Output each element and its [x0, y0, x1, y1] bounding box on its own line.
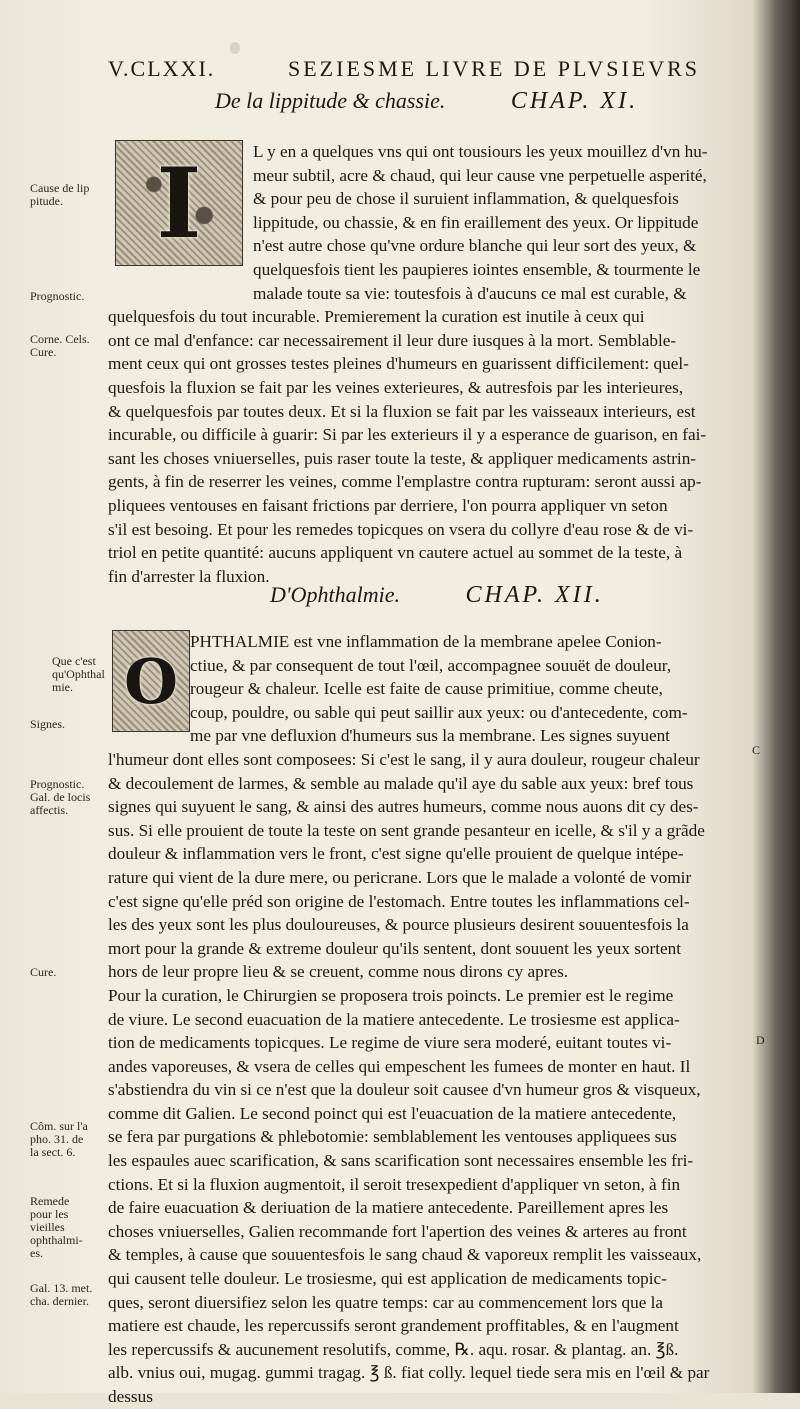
text-line: rougeur & chaleur. Icelle est faite de cause primitiue, comme cheute, [190, 679, 663, 699]
margin-note-cause: Cause de lip pitude. [30, 181, 90, 208]
text-line: & decoulement de larmes, & semble au malade qu'il aye du sable aux yeux: bref tous [108, 773, 694, 793]
text-line: & quelquesfois par toutes deux. Et si la fluxion se fait par les vaisseaux interieurs, est [108, 401, 696, 421]
margin-note-signs: Signes. [30, 717, 66, 731]
text-line: hors de leur propre lieu & se creuent, comme nous dirons cy apres. [108, 962, 569, 982]
text-line: les espaules auec scarification, & sans scarification sont necessaires ensemble les fri- [108, 1151, 694, 1171]
chapter-11-text [108, 140, 753, 588]
text-line: quelquesfois du tout incurable. Premierement la curation est inutile à ceux qui [108, 307, 645, 327]
chapter-12-heading [270, 582, 604, 609]
text-line: les repercussifs & aucunement resolutifs, comme, ℞. aqu. rosar. & plantag. an. ℥ß. [108, 1339, 679, 1359]
text-line: sant les choses vniuerselles, puis raser toute la teste, & appliquer medicaments astrin- [108, 448, 697, 468]
text-line: L y en a quelques vns qui ont tousiours les yeux mouillez d'vn hu- [253, 142, 708, 161]
text-line: tion de medicaments topicques. Le regime de viure sera moderé, euitant toutes vi- [108, 1033, 672, 1053]
edge-letter-c: C [752, 743, 761, 757]
text-line: PHTHALMIE est vne inflammation de la membrane apelee Conion- [190, 632, 662, 651]
text-line: de viure. Le second euacuation de la matiere antecedente. Le trosiesme est applica- [108, 1009, 680, 1029]
text-line: meur subtil, acre & chaud, qui leur cause vne perpetuelle asperité, [253, 165, 707, 185]
chapter-12-title: D'Ophthalmie. [270, 582, 400, 607]
initial-letter-o: O [123, 644, 178, 718]
text-line: me par vne defluxion d'humeurs sus la membrane. Les signes suyuent [190, 726, 670, 746]
text-line: rature qui vient de la dure mere, ou pericrane. Lors que le malade a volonté de vomir [108, 867, 692, 887]
text-line: ont ce mal d'enfance: car necessairement il leur dure iusques à la mort. Semblable- [108, 330, 677, 350]
text-line: fin d'arrester la fluxion. [108, 566, 270, 586]
text-line: andes vaporeuses, & vsera de celles qui empeschent les fumees de monter en haut. Il [108, 1056, 691, 1076]
text-line: l'humeur dont elles sont composees: Si c'est le sang, il y aura douleur, rougeur chaleur [108, 749, 700, 769]
text-line: malade toute sa vie: toutesfois à d'aucuns ce mal est curable, & [253, 283, 687, 303]
text-line: signes qui suyuent le sang, & ainsi des autres humeurs, comme nous auons dit cy des- [108, 797, 699, 817]
text-line: s'abstiendra du vin si ce n'est que la douleur soit causee d'vn humeur gros & visqueux, [108, 1080, 701, 1100]
text-line: coup, pouldre, ou sable qui peut saillir aux yeux: ou d'antecedente, com- [190, 702, 688, 722]
text-line: ment ceux qui ont grosses testes pleines d'humeurs en guarissent difficilement: quel- [108, 354, 689, 374]
margin-note-galen-locis: Prognostic. Gal. de locis affectis. [30, 777, 91, 817]
chapter-12-number: CHAP. XII. [465, 582, 604, 608]
margin-note-galen-method: Gal. 13. met. cha. dernier. [30, 1281, 93, 1308]
margin-note-cure: Cure. [30, 965, 57, 979]
folio-number: V.CLXXI. [108, 56, 216, 81]
text-line: pliquees ventouses en faisant frictions par derriere, l'on pourra appliquer vn seton [108, 495, 668, 515]
text-line: dessus [108, 1387, 153, 1406]
text-line: gents, à fin de reserrer les veines, comme l'emplastre contra rupturam: seront aussi ap- [108, 472, 702, 492]
initial-letter-i: I [156, 146, 202, 260]
text-line: incurable, ou difficile à guarir: Si par les exterieurs il y a esperance de guarison, en fai- [108, 425, 707, 445]
text-line: alb. vnius oui, mugag. gummi tragag. ℥ ß. fiat colly. lequel tiede sera mis en l'œil & par [108, 1363, 710, 1383]
text-line: de faire euacuation & deriuation de la matiere antecedente. Pareillement apres les [108, 1198, 669, 1218]
margin-note-remedy: Remede pour les vieilles ophthalmi- es. [30, 1194, 83, 1260]
chapter-11-number: CHAP. XI. [510, 88, 639, 114]
text-line: triol en petite quantité: aucuns appliquent vn cautere actuel au sommet de la teste, à [108, 543, 683, 563]
ink-stain [230, 42, 240, 54]
text-line: ctiue, & par consequent de tout l'œil, accompagnee souuët de douleur, [190, 655, 672, 675]
text-line: qui causent telle douleur. Le trosiesme, qui est application de medicaments topic- [108, 1269, 667, 1289]
text-line: mort pour la grande & extreme douleur qu'ils sentent, dont souuent les yeux sortent [108, 938, 682, 958]
text-line: quelquesfois tient les paupieres iointes ensemble, & tourmente le [253, 259, 701, 279]
chapter-12-text [108, 630, 753, 1409]
text-line: les des yeux sont les plus douloureuses, & pource plusieurs desirent souuentesfois la [108, 915, 689, 935]
text-line: Pour la curation, le Chirurgien se proposera trois poincts. Le premier est le regime [108, 985, 674, 1005]
text-line: choses vniuerselles, Galien recommande fort l'apertion des veines & arteres au front [108, 1221, 687, 1241]
text-line: ctions. Et si la fluxion augmentoit, il seroit tresexpedient d'appliquer vn seton, à fin [108, 1174, 681, 1194]
margin-note-commentary: Côm. sur l'a pho. 31. de la sect. 6. [30, 1119, 88, 1159]
running-title: SEZIESME LIVRE DE PLVSIEVRS [288, 56, 701, 81]
text-line: & pour peu de chose il suruient inflammation, & quelquesfois [253, 189, 679, 209]
chapter-11-title: De la lippitude & chassie. [215, 88, 446, 113]
text-line: se fera par purgations & phlebotomie: semblablement les ventouses appliquees sus [108, 1127, 677, 1147]
text-line: quesfois la fluxion se fait par les veines exterieures, & autresfois par les interieures, [108, 377, 684, 397]
text-line: comme dit Galien. Le second poinct qui est l'euacuation de la matiere antecedente, [108, 1103, 677, 1123]
text-line: ques, seront diuersifiez selon les quatre temps: car au commencement lors que la [108, 1292, 664, 1312]
text-line: c'est signe qu'elle préd son origine de l'estomach. Entre toutes les inflammations cel- [108, 891, 690, 911]
text-line: lippitude, ou chassie, & en fin eraillement des yeux. Or lippitude [253, 212, 699, 232]
text-line: n'est autre chose qu'vne ordure blanche qui leur sort des yeux, & [253, 236, 697, 256]
text-line: sus. Si elle prouient de toute la teste on sent grande pesanteur en icelle, & s'il y a grãde [108, 820, 705, 840]
margin-note-definition: Que c'est qu'Ophthal mie. [52, 654, 105, 694]
text-line: & temples, à cause que souuentesfois le sang chaud & vaporeux remplit les vaisseaux, [108, 1245, 702, 1265]
text-line: matiere est chaude, les repercussifs seront grandement proffitables, & en l'augment [108, 1316, 679, 1336]
margin-note-cornelius: Corne. Cels. Cure. [30, 332, 90, 359]
chapter-11-heading [215, 88, 638, 115]
margin-note-prognostic: Prognostic. [30, 289, 85, 303]
text-line: s'il est besoing. Et pour les remedes topicques on vsera du collyre d'eau rose & de vi- [108, 519, 694, 539]
edge-letter-d: D [756, 1033, 765, 1047]
text-line: douleur & inflammation vers le front, c'est signe qu'elle prouient de quelque intépe- [108, 844, 684, 864]
